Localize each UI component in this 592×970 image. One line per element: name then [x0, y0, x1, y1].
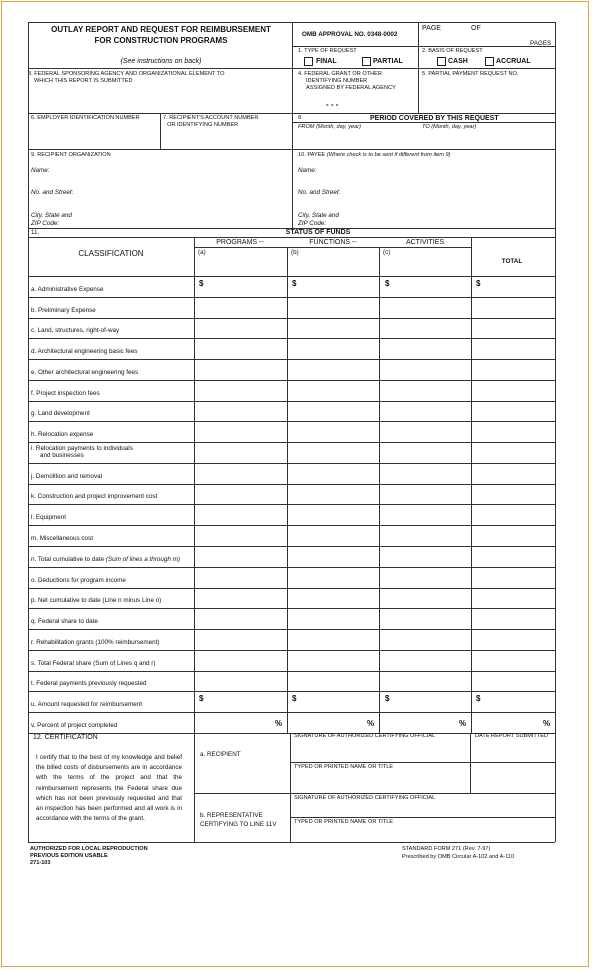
funds-cell[interactable] [380, 463, 470, 484]
grid-line [194, 237, 195, 734]
footer-standard-form: STANDARD FORM 271 (Rev. 7-97) [402, 846, 491, 852]
box9-label: 9. RECIPIENT ORGANIZATION [31, 152, 111, 158]
grid-line [28, 22, 29, 842]
page-label: PAGE [422, 25, 441, 32]
partial-checkbox[interactable] [362, 57, 371, 66]
funds-cell[interactable] [194, 338, 286, 359]
funds-cell[interactable] [380, 567, 470, 588]
funds-cell[interactable] [287, 484, 378, 505]
accrual-label: ACCRUAL [496, 58, 531, 65]
funds-row-label: l. Equipment [31, 514, 67, 522]
funds-cell[interactable] [194, 546, 286, 567]
grid-line [194, 247, 471, 248]
funds-cell[interactable] [380, 401, 470, 422]
funds-row-label: p. Net cumulative to date (Line n minus Line o) [31, 597, 162, 605]
funds-cell[interactable] [471, 421, 554, 442]
funds-cell[interactable] [194, 504, 286, 525]
funds-cell[interactable] [194, 463, 286, 484]
funds-row-label: f. Project inspection fees [31, 389, 100, 397]
type-of-request-label: 1. TYPE OF REQUEST [298, 48, 357, 54]
basis-of-request-label: 2. BASIS OF REQUEST [422, 48, 483, 54]
funds-cell[interactable] [380, 588, 470, 609]
box4-label-line3: ASSIGNED BY FEDERAL AGENCY [306, 85, 396, 91]
funds-row-label: c. Land, structures, right-of-way [31, 327, 120, 335]
cash-checkbox[interactable] [437, 57, 446, 66]
funds-cell[interactable] [471, 463, 554, 484]
funds-cell[interactable] [471, 691, 554, 712]
funds-cell[interactable] [287, 276, 378, 297]
funds-cell[interactable] [380, 276, 470, 297]
funds-cell[interactable] [471, 588, 554, 609]
federal-agency-field[interactable] [30, 88, 290, 110]
employer-id-field[interactable] [30, 124, 158, 144]
funds-cell[interactable] [471, 318, 554, 339]
box4-label-line2: IDENTIFYING NUMBER [306, 78, 368, 84]
instructions-note: (See instructions on back) [120, 58, 202, 65]
funds-cell[interactable] [471, 297, 554, 318]
funds-cell[interactable] [380, 504, 470, 525]
box10-label: 10. PAYEE (Where check is to be sent if different from item 9) [298, 152, 451, 158]
funds-cell[interactable] [380, 421, 470, 442]
funds-cell[interactable] [471, 525, 554, 546]
funds-cell[interactable] [380, 525, 470, 546]
funds-cell[interactable] [471, 442, 554, 463]
funds-cell[interactable] [287, 650, 378, 671]
certification-text: I certify that to the best of my knowledge and belief the billed costs of disbursements are in accordance with the terms of the project and that the reimbursement represents the Federal share due which has not been previously requested and that an inspection has been performed and all work is in accordance with the terms of the grant. [36, 754, 182, 823]
funds-cell[interactable] [380, 629, 470, 650]
page-number-field[interactable] [420, 34, 460, 46]
grid-line [292, 122, 555, 123]
percent-sign: % [459, 719, 467, 729]
funds-cell[interactable] [194, 650, 286, 671]
representative-label-line1: b. REPRESENTATIVE [200, 812, 263, 819]
payment-request-number-field[interactable] [422, 82, 552, 110]
funds-cell[interactable] [380, 671, 470, 692]
recipient-label: a. RECIPIENT [200, 751, 241, 758]
funds-cell[interactable] [287, 588, 378, 609]
funds-cell[interactable] [287, 629, 378, 650]
section11-number: 11. [31, 229, 40, 236]
dollar-sign: $ [199, 694, 204, 704]
payee-city-label: City, State and [298, 212, 339, 219]
rep-typed-name-label: TYPED OR PRINTED NAME OR TITLE [294, 819, 394, 825]
funds-cell[interactable] [287, 608, 378, 629]
funds-cell[interactable] [194, 380, 286, 401]
recipient-name-label: Name: [31, 167, 50, 174]
grant-number-field[interactable] [298, 94, 416, 112]
funds-cell[interactable] [194, 401, 286, 422]
funds-cell[interactable] [380, 380, 470, 401]
payee-name-label: Name: [298, 167, 317, 174]
col-b-label: (b) [291, 249, 299, 256]
funds-cell[interactable] [380, 650, 470, 671]
recipient-signature-label: SIGNATURE OF AUTHORIZED CERTIFYING OFFICIAL [294, 733, 436, 739]
funds-cell[interactable] [471, 276, 554, 297]
grid-line [379, 247, 380, 734]
funds-row-label: g. Land development [31, 410, 90, 418]
grid-line [194, 733, 195, 842]
grid-line [470, 733, 471, 793]
footer-prescribed: Prescribed by OMB Circular A-102 and A-110 [402, 854, 515, 860]
box5-label: 5. PARTIAL PAYMENT REQUEST NO. [422, 71, 519, 77]
period-from-label: FROM (Month, day, year) [298, 124, 361, 130]
funds-cell[interactable] [471, 380, 554, 401]
funds-row-label: i. Relocation payments to individuals [31, 445, 133, 453]
recipient-zip-label: ZIP Code: [31, 220, 60, 227]
recipient-city-label: City, State and [31, 212, 72, 219]
pages-label: PAGES [530, 40, 552, 47]
payee-street-label: No. and Street: [298, 189, 341, 196]
funds-cell[interactable] [287, 421, 378, 442]
accrual-checkbox[interactable] [485, 57, 494, 66]
of-label: OF [471, 25, 481, 32]
recipient-typed-name-label: TYPED OR PRINTED NAME OR TITLE [294, 764, 394, 770]
funds-cell[interactable] [287, 567, 378, 588]
final-label: FINAL [316, 58, 337, 65]
functions-header: FUNCTIONS -- [309, 239, 357, 246]
col-c-label: (c) [383, 249, 391, 256]
funds-cell[interactable] [287, 546, 378, 567]
funds-cell[interactable] [194, 671, 286, 692]
funds-cell[interactable] [380, 608, 470, 629]
grid-line [292, 22, 293, 230]
footer-previous-edition: PREVIOUS EDITION USABLE [30, 853, 108, 859]
period-to-field[interactable] [420, 132, 552, 146]
funds-cell[interactable] [194, 297, 286, 318]
funds-cell[interactable] [287, 297, 378, 318]
funds-row-label: e. Other architectural engineering fees [31, 368, 139, 376]
dollar-sign: $ [385, 279, 390, 288]
box8-number: 8 [298, 115, 302, 121]
box3-label-line1: 3. FEDERAL SPONSORING AGENCY AND ORGANIZATIONAL ELEMENT TO [28, 71, 225, 77]
funds-row-label: n. Total cumulative to date (Sum of lines a through m) [31, 555, 180, 563]
funds-row-label: m. Miscellaneous cost [31, 535, 93, 542]
funds-row-label: k. Construction and project improvement cost [31, 493, 158, 501]
funds-cell[interactable] [194, 629, 286, 650]
funds-cell[interactable] [380, 359, 470, 380]
funds-cell[interactable] [287, 338, 378, 359]
grid-line [28, 276, 555, 277]
classification-header: CLASSIFICATION [78, 249, 144, 258]
grid-line [292, 46, 555, 47]
funds-cell[interactable] [194, 525, 286, 546]
final-checkbox[interactable] [304, 57, 313, 66]
funds-cell[interactable] [471, 359, 554, 380]
omb-approval: OMB APPROVAL NO. 0348-0002 [302, 31, 398, 38]
funds-row-label: v. Percent of project completed [31, 721, 118, 729]
recipient-organization-field[interactable] [60, 164, 286, 226]
grid-line [287, 247, 288, 734]
footer-form-code: 271-103 [30, 860, 51, 866]
grid-line [28, 149, 555, 150]
grid-line [290, 817, 555, 818]
programs-header: PROGRAMS -- [216, 239, 264, 246]
funds-cell[interactable] [471, 338, 554, 359]
percent-sign: % [367, 719, 375, 729]
rep-typed-name-field[interactable] [292, 827, 468, 841]
recipient-typed-name-field[interactable] [292, 772, 468, 790]
funds-cell[interactable] [380, 546, 470, 567]
funds-cell[interactable] [194, 712, 286, 733]
recipient-signature-field[interactable] [292, 741, 468, 761]
funds-row-label: r. Rehabilitation grants (100% reimbursement) [31, 638, 160, 646]
date-submitted-label: DATE REPORT SUBMITTED [475, 733, 549, 739]
cash-label: CASH [448, 58, 468, 65]
page-count-field[interactable] [470, 34, 520, 46]
grid-line [28, 113, 555, 114]
funds-cell[interactable] [471, 484, 554, 505]
funds-row-label: h. Relocation expense [31, 431, 94, 439]
status-of-funds-title: STATUS OF FUNDS [285, 229, 351, 236]
funds-row-label: j. Demolition and removal [31, 472, 103, 480]
grid-line [290, 733, 291, 842]
rep-signature-field[interactable] [292, 803, 468, 817]
grid-line [471, 237, 472, 734]
funds-cell[interactable] [380, 691, 470, 712]
total-header: TOTAL [501, 258, 523, 265]
funds-row-label: t. Federal payments previously requested [31, 680, 147, 688]
recipient-street-label: No. and Street: [31, 189, 74, 196]
date-submitted-field[interactable] [472, 741, 552, 761]
funds-cell[interactable] [471, 712, 554, 733]
partial-label: PARTIAL [373, 58, 403, 65]
form-title-line1: OUTLAY REPORT AND REQUEST FOR REIMBURSEMENT [51, 25, 271, 34]
funds-row-label: o. Deductions for program income [31, 576, 126, 584]
grid-line [160, 113, 161, 149]
funds-cell[interactable] [471, 650, 554, 671]
funds-cell[interactable] [287, 525, 378, 546]
funds-cell[interactable] [471, 671, 554, 692]
funds-row-label: u. Amount requested for reimbursement [31, 701, 142, 709]
funds-row-label: s. Total Federal share (Sum of Lines q and r) [31, 659, 156, 667]
funds-cell[interactable] [380, 712, 470, 733]
funds-cell[interactable] [194, 588, 286, 609]
percent-sign: % [543, 719, 551, 729]
funds-cell[interactable] [287, 359, 378, 380]
period-from-field[interactable] [298, 132, 416, 146]
dollar-sign: $ [476, 279, 481, 288]
funds-cell[interactable] [194, 421, 286, 442]
funds-cell[interactable] [287, 671, 378, 692]
box3-label-line2: WHICH THIS REPORT IS SUBMITTED [34, 78, 133, 84]
col-a-label: (a) [198, 249, 206, 256]
box6-label: 6. EMPLOYER IDENTIFICATION NUMBER [31, 115, 140, 121]
grid-line [28, 237, 555, 238]
funds-row-label-continued: and businesses [40, 452, 84, 460]
funds-cell[interactable] [380, 338, 470, 359]
funds-row-note: (Sum of lines a through m) [105, 555, 180, 563]
funds-cell[interactable] [194, 608, 286, 629]
funds-cell[interactable] [287, 463, 378, 484]
funds-cell[interactable] [287, 691, 378, 712]
funds-row-label: q. Federal share to date [31, 618, 98, 626]
funds-cell[interactable] [471, 629, 554, 650]
funds-cell[interactable] [194, 276, 286, 297]
period-to-label: TO (Month, day, year) [422, 124, 477, 130]
representative-label-line2: CERTIFYING TO LINE 11V [200, 821, 277, 828]
funds-cell[interactable] [194, 567, 286, 588]
dollar-sign: $ [292, 694, 297, 704]
funds-cell[interactable] [287, 401, 378, 422]
funds-cell[interactable] [194, 359, 286, 380]
grid-line [194, 793, 555, 794]
funds-cell[interactable] [194, 691, 286, 712]
funds-cell[interactable] [471, 608, 554, 629]
funds-row-label: b. Preliminary Expense [31, 306, 96, 314]
funds-cell[interactable] [380, 442, 470, 463]
box7-label-line1: 7. RECIPIENT'S ACCOUNT NUMBER [163, 115, 259, 121]
certification-title: 12. CERTIFICATION [33, 734, 98, 741]
account-number-field[interactable] [162, 130, 290, 146]
percent-sign: % [275, 719, 283, 729]
funds-cell[interactable] [380, 297, 470, 318]
funds-cell[interactable] [380, 318, 470, 339]
funds-cell[interactable] [194, 318, 286, 339]
dollar-sign: $ [385, 694, 390, 704]
period-covered-title: PERIOD COVERED BY THIS REQUEST [370, 115, 499, 122]
footer-reproduction: AUTHORIZED FOR LOCAL REPRODUCTION [30, 846, 148, 852]
funds-cell[interactable] [287, 380, 378, 401]
form-title-line2: FOR CONSTRUCTION PROGRAMS [94, 36, 228, 45]
funds-cell[interactable] [287, 504, 378, 525]
rep-signature-label: SIGNATURE OF AUTHORIZED CERTIFYING OFFICIAL [294, 795, 436, 801]
grant-number-dashes: - - - [326, 100, 339, 109]
funds-cell[interactable] [471, 567, 554, 588]
funds-row-label: d. Architectural engineering basic fees [31, 348, 138, 356]
grid-line [28, 842, 555, 843]
funds-cell[interactable] [287, 318, 378, 339]
funds-cell[interactable] [471, 546, 554, 567]
box7-label-line2: OR IDENTIFYING NUMBER [167, 122, 239, 128]
funds-cell[interactable] [287, 442, 378, 463]
dollar-sign: $ [292, 279, 297, 288]
grid-line [555, 22, 556, 842]
activities-header: ACTIVITIES [405, 239, 445, 246]
dollar-sign: $ [476, 694, 481, 704]
payee-field[interactable] [330, 164, 550, 226]
funds-row-label: a. Administrative Expense [31, 285, 104, 293]
funds-cell[interactable] [287, 712, 378, 733]
payee-zip-label: ZIP Code: [298, 220, 327, 227]
funds-cell[interactable] [380, 484, 470, 505]
funds-cell[interactable] [471, 401, 554, 422]
funds-cell[interactable] [471, 504, 554, 525]
funds-cell[interactable] [194, 484, 286, 505]
box4-label-line1: 4. FEDERAL GRANT OR OTHER [298, 71, 382, 77]
grid-line [28, 68, 555, 69]
dollar-sign: $ [199, 279, 204, 288]
grid-line [290, 762, 555, 763]
funds-cell[interactable] [194, 442, 286, 463]
grid-line [28, 228, 555, 229]
